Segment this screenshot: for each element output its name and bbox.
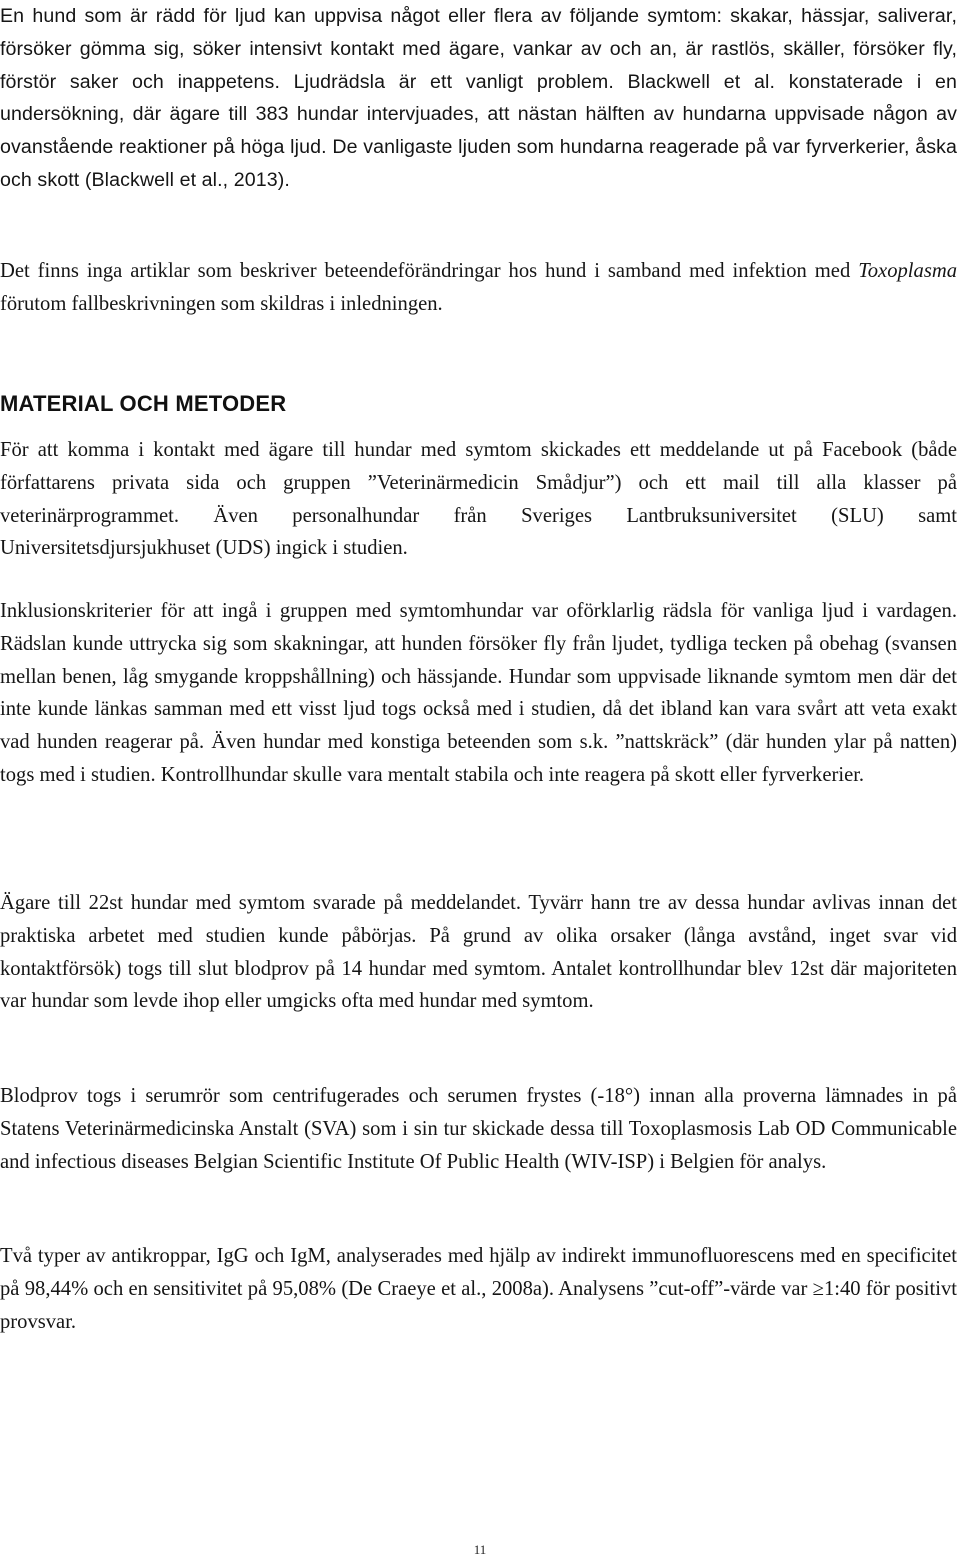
section-heading: MATERIAL OCH METODER — [0, 391, 287, 416]
paragraph-contact-owners: För att komma i kontakt med ägare till hundar med symtom skickades ett meddelande ut på Facebook (både författarens privata sida och gruppen ”Veterinärmedicin Smådjur”) och ett mail till alla klasser på veterinärprogrammet. Även personalhundar från Sveriges Lantbruksuniversitet (SLU) samt Universitetsdjursjukhuset (UDS) ingick i studien. — [0, 439, 957, 560]
paragraph-blood-samples: Blodprov togs i serumrör som centrifugerades och serumen frystes (-18°) innan alla proverna lämnades in på Statens Veterinärmedicinska Anstalt (SVA) som i sin tur skickade dessa till Toxoplasmosis Lab OD Communicable and infectious diseases Belgian Scientific Institute Of Public Health (WIV-ISP) i Belgien för analys. — [0, 1085, 957, 1173]
paragraph-sound-fear-symptoms: En hund som är rädd för ljud kan uppvisa något eller flera av följande symtom: skakar, hässjar, saliverar, försöker gömma sig, söker intensivt kontakt med ägare, vankar av och an, är rastlös, skäller, försöker fly, förstör saker och inappetens. Ljudrädsla är ett vanligt problem. Blackwell et al. konstaterade i en undersökning, där ägare till 383 hundar intervjuades, att nästan hälften av hundarna uppvisade någon av ovanstående reaktioner på höga ljud. De vanligaste ljuden som hundarna reagerade på var fyrverkerier, åska och skott (Blackwell et al., 2013). — [0, 5, 957, 191]
paragraph-no-articles-text-a: Det finns inga artiklar som beskriver beteendeförändringar hos hund i samband med infektion med — [0, 260, 859, 282]
page-number: 11 — [473, 1542, 487, 1557]
toxoplasma-italic: Toxoplasma — [858, 260, 957, 282]
paragraph-no-articles-text-b: förutom fallbeskrivningen som skildras i inledningen. — [0, 292, 443, 315]
paragraph-inclusion-criteria: Inklusionskriterier för att ingå i gruppen med symtomhundar var oförklarlig rädsla för vanliga ljud i vardagen. Rädslan kunde uttrycka sig som skakningar, att hunden försöker fly från ljudet, tydliga tecken på obehag (svansen mellan benen, låg smygande kroppshållning) och hässjande. Hundar som uppvisade liknande symtom men där det inte kunde länkas samman med ett visst ljud togs också med i studien, då det ibland kan vara svårt att veta exakt vad hunden reagerar på. Även hundar med konstiga beteenden som s.k. ”nattskräck” (där hunden ylar på natten) togs med i studien. Kontrollhundar skulle vara mentalt stabila och inte reagera på skott eller fyrverkerier. — [0, 600, 957, 786]
paragraph-antibodies: Två typer av antikroppar, IgG och IgM, analyserades med hjälp av indirekt immunofluorescens med en specificitet på 98,44% och en sensitivitet på 95,08% (De Craeye et al., 2008a). Analysens ”cut-off”-värde var ≥1:40 för positivt provsvar. — [0, 1245, 957, 1333]
paragraph-no-articles — [0, 255, 957, 321]
paragraph-owners-responded: Ägare till 22st hundar med symtom svarade på meddelandet. Tyvärr hann tre av dessa hundar avlivas innan det praktiska arbetet med studien kunde påbörjas. På grund av olika orsaker (långa avstånd, inget svar vid kontaktförsök) togs till slut blodprov på 14 hundar med symtom. Antalet kontrollhundar blev 12st där majoriteten var hundar som levde ihop eller umgicks ofta med hundar med symtom. — [0, 892, 957, 1013]
